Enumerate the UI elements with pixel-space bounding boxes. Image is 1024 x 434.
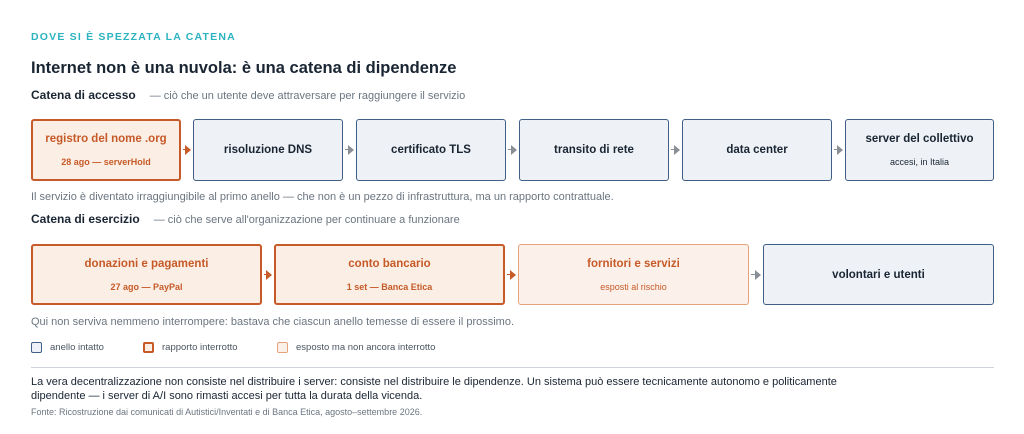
conclusion-text: La vera decentralizzazione non consiste nel distribuire i server: consiste nel distribuire le dipendenze. Un sistema può essere tecnicamente autonomo e politicamente dipendente — i server di A/I sono rimasti accesi per tutta la durata della vicenda. [31, 376, 837, 402]
source-note: Fonte: Ricostruzione dai comunicati di Autistici/Inventati e di Banca Etica, agosto–settembre 2026. [31, 407, 423, 417]
legend-label: rapporto interrotto [162, 342, 238, 353]
legend-item-broken [143, 342, 238, 353]
chain-node-label: donazioni e pagamenti [84, 257, 209, 270]
chain-node [31, 119, 181, 181]
chain-node [356, 119, 506, 181]
chain-arrow [508, 145, 517, 155]
access-chain-name: Catena di accesso [31, 88, 136, 102]
operations-chain-heading [31, 212, 460, 226]
chain-arrow [507, 270, 516, 280]
chain-node [518, 244, 749, 305]
chain-node-label: conto bancario [348, 257, 431, 270]
chain-node-label: risoluzione DNS [223, 144, 313, 156]
access-chain-description: — ciò che un utente deve attraversare per raggiungere il servizio [149, 90, 466, 102]
legend-swatch-intact [31, 342, 42, 353]
chain-node-label: transito di rete [554, 144, 634, 156]
chain-arrow [834, 145, 843, 155]
chain-node [682, 119, 832, 181]
chain-node-label: fornitori e servizi [587, 257, 680, 270]
chain-node-label: volontari e utenti [832, 268, 925, 281]
chain-node-label: certificato TLS [391, 144, 471, 156]
chain-arrow [183, 145, 191, 155]
chain-node-sublabel: esposti al rischio [600, 281, 667, 292]
chain-node [763, 244, 994, 305]
chain-node-label: data center [726, 144, 788, 156]
access-chain-heading [31, 88, 465, 102]
chain-node-sublabel: 27 ago — PayPal [110, 281, 183, 292]
legend-swatch-broken [143, 342, 154, 353]
legend-item-intact [31, 342, 104, 353]
legend-item-exposed [277, 342, 435, 353]
page-title: Internet non è una nuvola: è una catena di dipendenze [31, 59, 457, 77]
chain-node [31, 244, 262, 305]
chain-arrow [671, 145, 680, 155]
chain-node-sublabel: accesi, in Italia [889, 157, 950, 167]
chain-arrow [345, 145, 354, 155]
chain-arrow [264, 270, 272, 280]
chain-node-label: server del collettivo [865, 133, 974, 145]
chain-arrow [751, 270, 761, 280]
legend-label: anello intatto [50, 342, 104, 353]
chain-node-label: registro del nome .org [45, 133, 167, 145]
chain-node [519, 119, 669, 181]
kicker-label: DOVE SI È SPEZZATA LA CATENA [31, 31, 236, 43]
legend-swatch-exposed [277, 342, 288, 353]
chain-node [193, 119, 343, 181]
legend-label: esposto ma non ancora interrotto [296, 342, 436, 353]
operations-chain-description: — ciò che serve all'organizzazione per continuare a funzionare [153, 214, 460, 226]
operations-chain-name: Catena di esercizio [31, 212, 140, 226]
chain-node [845, 119, 994, 181]
chain-node-sublabel: 1 set — Banca Etica [346, 281, 433, 292]
access-chain-note: Il servizio è diventato irraggiungibile al primo anello — che non è un pezzo di infrastruttura, ma un rapporto contrattuale. [31, 191, 614, 203]
divider [31, 367, 994, 368]
chain-node [274, 244, 505, 305]
chain-node-sublabel: 28 ago — serverHold [61, 157, 151, 167]
operations-chain-note: Qui non serviva nemmeno interrompere: bastava che ciascun anello temesse di essere il prossimo. [31, 316, 515, 328]
